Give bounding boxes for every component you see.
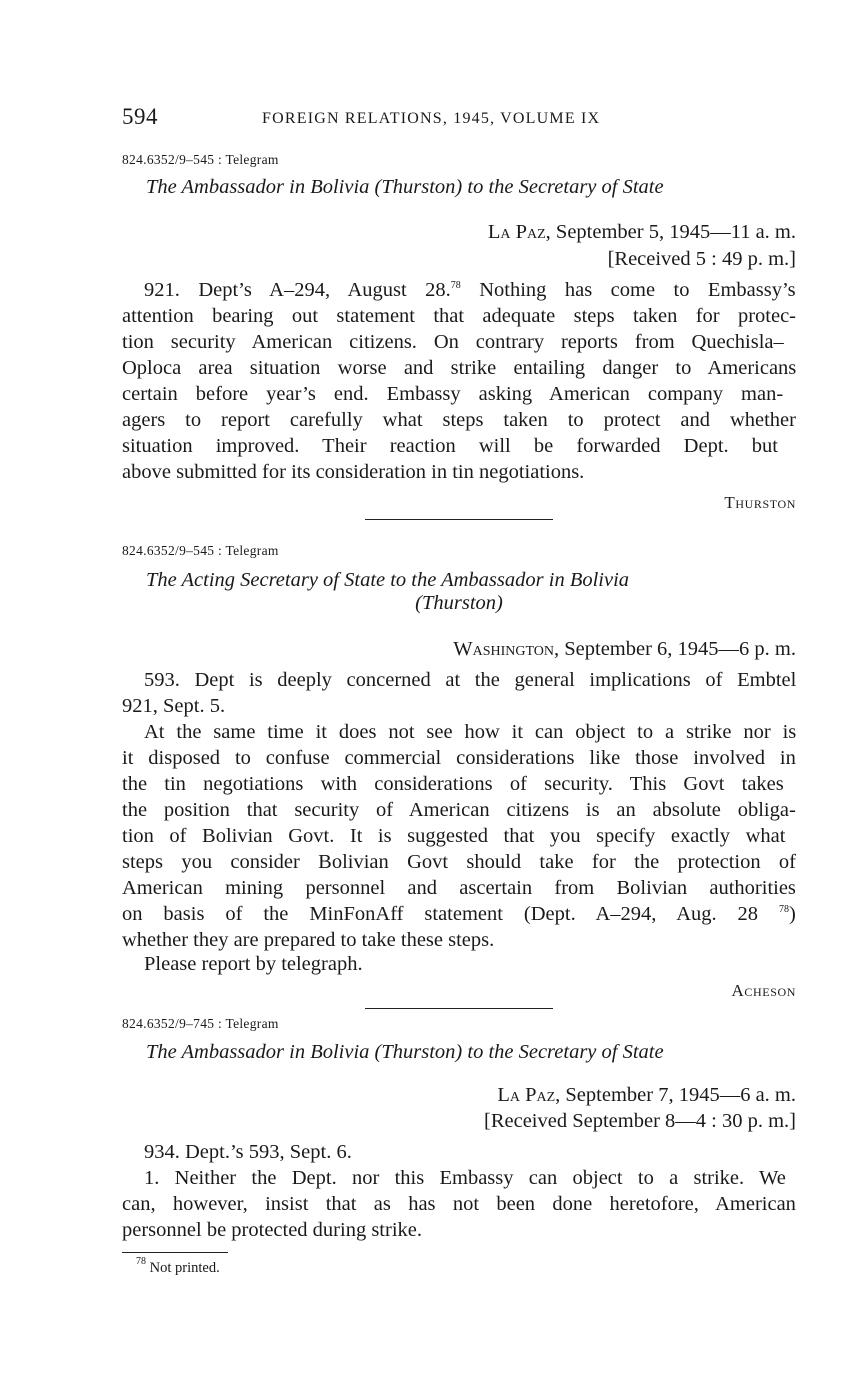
text-line: tion of Bolivian Govt. It is suggested that you specify exactly what <box>122 825 786 847</box>
text-line: Please report by telegraph. <box>144 953 363 975</box>
text-line: the tin negotiations with considerations of security. This Govt takes <box>122 773 784 795</box>
doc2-date: , September 6, 1945—6 p. m. <box>554 638 796 660</box>
doc3-title: The Ambassador in Bolivia (Thurston) to the Secretary of State <box>146 1041 664 1063</box>
text-line: 1. Neither the Dept. nor this Embassy can object to a strike. We <box>144 1167 786 1189</box>
doc1-signature: Thurston <box>724 493 796 512</box>
footnote-marker: 78 <box>136 1256 146 1267</box>
text-line: attention bearing out statement that adequate steps taken for protec- <box>122 305 797 327</box>
doc3-dateline <box>497 1084 796 1107</box>
doc3-date: , September 7, 1945—6 a. m. <box>555 1084 796 1106</box>
doc2-place: Washington <box>453 638 554 660</box>
text-line: 921. Dept’s A–294, August 28.78 Nothing has come to Embassy’s <box>144 279 796 301</box>
doc2-paragraph-1 <box>122 667 796 719</box>
section-divider <box>365 519 553 520</box>
doc2-dateline <box>453 638 796 661</box>
footnote-ref: 78 <box>779 904 789 915</box>
page-number: 594 <box>122 104 158 129</box>
text-line: whether they are prepared to take these steps. <box>122 929 495 951</box>
text-line: At the same time it does not see how it can object to a strike nor is <box>144 721 797 743</box>
doc3-place: La Paz <box>497 1084 556 1106</box>
doc2-file-number: 824.6352/9–545 : Telegram <box>122 543 279 558</box>
doc2-title-line2: (Thurston) <box>415 592 503 614</box>
doc2-paragraph-3 <box>122 951 796 977</box>
text-line: can, however, insist that as has not been done heretofore, American <box>122 1193 796 1215</box>
text-line: it disposed to confuse commercial considerations like those involved in <box>122 747 796 769</box>
text-line: 593. Dept is deeply concerned at the general implications of Embtel <box>144 669 797 691</box>
doc1-title: The Ambassador in Bolivia (Thurston) to the Secretary of State <box>146 176 664 198</box>
doc1-place: La Paz <box>487 221 546 243</box>
doc2-signature: Acheson <box>731 981 796 1000</box>
doc2-paragraph-2 <box>122 719 796 953</box>
doc1-received: [Received 5 : 49 p. m.] <box>607 248 796 270</box>
doc1-paragraph <box>122 277 796 485</box>
doc3-received: [Received September 8—4 : 30 p. m.] <box>484 1110 796 1132</box>
doc2-title <box>146 569 796 615</box>
page-header <box>122 104 796 134</box>
text-line: Oploca area situation worse and strike entailing danger to Americans <box>122 357 797 379</box>
text-line: certain before year’s end. Embassy asking American company man- <box>122 383 784 405</box>
running-head: FOREIGN RELATIONS, 1945, VOLUME IX <box>262 110 601 127</box>
text-line: on basis of the MinFonAff statement (Dept. A–294, Aug. 28 $^{78}$) <box>122 903 796 925</box>
doc2-title-line1: The Acting Secretary of State to the Ambassador in Bolivia <box>146 569 630 591</box>
text-line: 934. Dept.’s 593, Sept. 6. <box>144 1141 352 1163</box>
section-divider <box>365 1008 553 1009</box>
text-line: tion security American citizens. On contrary reports from Quechisla– <box>122 331 784 353</box>
footnote <box>136 1256 220 1277</box>
doc1-dateline <box>488 221 796 244</box>
text-line: American mining personnel and ascertain from Bolivian authorities <box>122 877 796 899</box>
text-line: steps you consider Bolivian Govt should take for the protection of <box>122 851 797 873</box>
doc1-date: , September 5, 1945—11 a. m. <box>545 221 796 243</box>
doc3-paragraph-1 <box>122 1139 796 1165</box>
text-line: agers to report carefully what steps taken to protect and whether <box>122 409 796 431</box>
footnote-rule <box>122 1252 228 1253</box>
doc1-file-number: 824.6352/9–545 : Telegram <box>122 152 279 167</box>
text-line: above submitted for its consideration in tin negotiations. <box>122 461 585 483</box>
text-line: the position that security of American citizens is an absolute obliga- <box>122 799 796 821</box>
text-line: personnel be protected during strike. <box>122 1219 423 1241</box>
text-line: situation improved. Their reaction will be forwarded Dept. but <box>122 435 778 457</box>
text-line: 921, Sept. 5. <box>122 695 226 717</box>
footnote-ref: 78 <box>450 280 461 291</box>
doc3-file-number: 824.6352/9–745 : Telegram <box>122 1016 279 1031</box>
footnote-text: Not printed. <box>146 1260 220 1276</box>
doc3-paragraph-2 <box>122 1165 796 1243</box>
